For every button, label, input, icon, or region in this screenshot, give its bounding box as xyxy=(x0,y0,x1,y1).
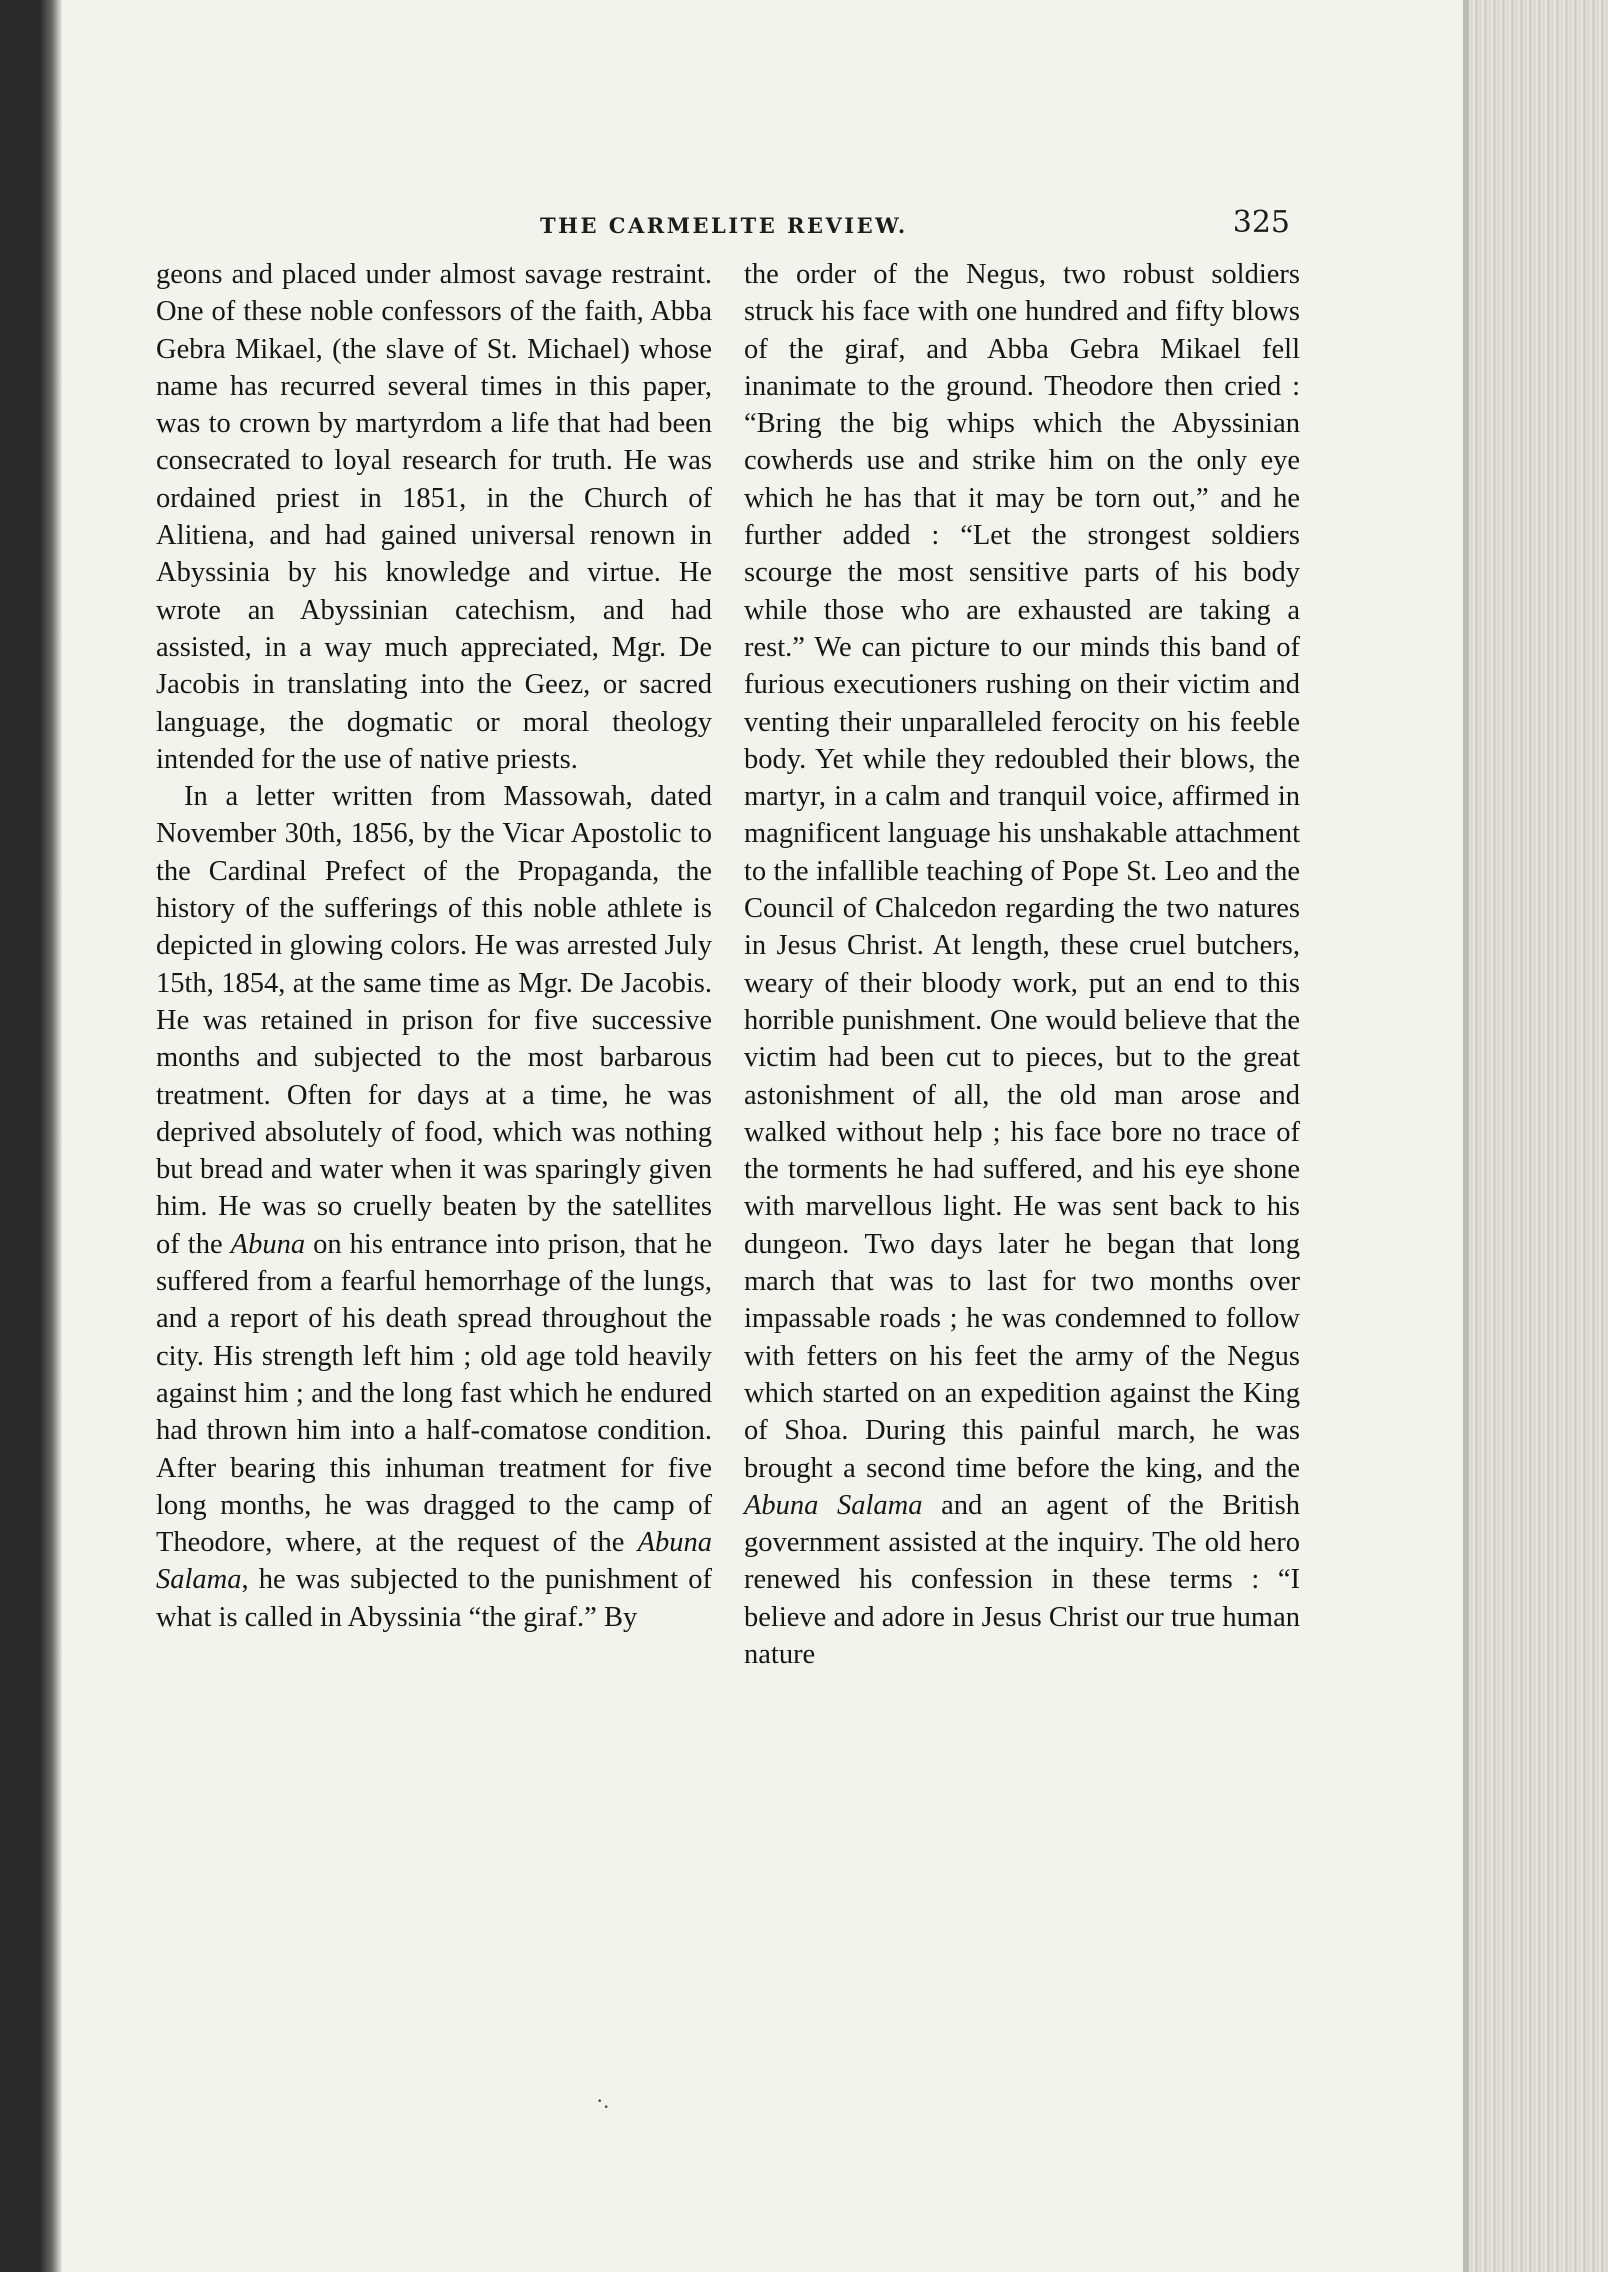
page-number: 325 xyxy=(1232,205,1290,240)
paragraph-text: In a letter written from Massowah, dated November 30th, 1856, by the Vicar Apostolic to the Cardinal Prefect of the Propaganda, the history of the sufferings of this noble athlete is depicted in glowing colors. He was arrested July 15th, 1854, at the same time as Mgr. De Jacobis. He was retained in prison for five successive months and subjected to the most barbarous treatment. Often for days at a time, he was deprived absolutely of food, which was nothing but bread and water when it was sparingly given him. He was so cruelly beaten by the satellites of the xyxy=(156,781,712,1260)
paragraph-text: the order of the Negus, two robust soldiers struck his face with one hundred and fifty blows of the giraf, and Abba Gebra Mikael fell inanimate to the ground. Theodore then cried : “Bring the big whips which the Abyssinian cowherds use and strike him on the only eye which he has that it may be torn out,” and he further added : “Let the strongest soldiers scourge the most sensitive parts of his body while those who are exhausted are taking a rest.” We can picture to our minds this band of furious executioners rushing on their victim and venting their unparalleled ferocity on his feeble body. Yet while they redoubled their blows, the martyr, in a calm and tranquil voice, affirmed in magnificent language his unshakable attachment to the infallible teaching of Pope St. Leo and the Council of Chalcedon regarding the two natures in Jesus Christ. At length, these cruel butchers, weary of their bloody work, put an end to this horrible punishment. One would believe that the victim had been cut to pieces, but to the great astonishment of all, the old man arose and walked without help ; his face bore no trace of the torments he had suffered, and his eye shone with marvellous light. He was sent back to his dungeon. Two days later he began that long march that was to last for two months over impassable roads ; he was condemned to follow with fetters on his feet the army of the Negus which started on an expedition against the King of Shoa. During this painful march, he was brought a second time before the king, and the xyxy=(744,259,1300,1484)
paragraph-confessors: geons and placed under almost savage restraint. One of these noble confessors of the faith, Abba Gebra Mikael, (the slave of St. Michael) whose name has recurred several times in this paper, was to crown by martyrdom a life that had been consecrated to loyal research for truth. He was ordained priest in 1851, in the Church of Alitiena, and had gained universal renown in Abyssinia by his knowledge and virtue. He wrote an Abyssinian catechism, and had assisted, in a way much appreciated, Mgr. De Jacobis in translating into the Geez, or sacred language, the dogmatic or moral theology intended for the use of native priests. xyxy=(156,259,712,775)
italic-abuna-salama: Abuna Salama xyxy=(156,1527,712,1596)
stray-ink-mark: ·. xyxy=(596,2088,609,2113)
paragraph-text: and an agent of the British government assisted at the inquiry. The old hero renewed his confession in these terms : “I believe and adore in Jesus Christ our true human nature xyxy=(744,1489,1300,1670)
paragraph-letter-massowah xyxy=(156,778,712,1636)
paragraph-continuation xyxy=(744,256,1300,1673)
italic-abuna-salama: Abuna Salama xyxy=(744,1489,923,1521)
running-head-title: THE CARMELITE REVIEW. xyxy=(540,213,908,238)
book-page-edge xyxy=(1463,0,1608,2272)
paragraph-text: , he was subjected to the punishment of what is called in Abyssinia “the giraf.” By xyxy=(156,1564,712,1633)
italic-abuna: Abuna xyxy=(230,1228,306,1260)
running-head xyxy=(160,205,1296,245)
left-column xyxy=(156,256,712,1636)
scan-gutter xyxy=(0,0,62,2272)
right-column xyxy=(744,256,1300,1673)
paragraph-text: on his entrance into prison, that he suffered from a fearful hemorrhage of the lungs, and a report of his death spread throughout the city. His strength left him ; old age told heavily against him ; and the long fast which he endured had thrown him into a half-comatose condition. After bearing this inhuman treatment for five long months, he was dragged to the camp of Theodore, where, at the request of the xyxy=(156,1228,712,1559)
